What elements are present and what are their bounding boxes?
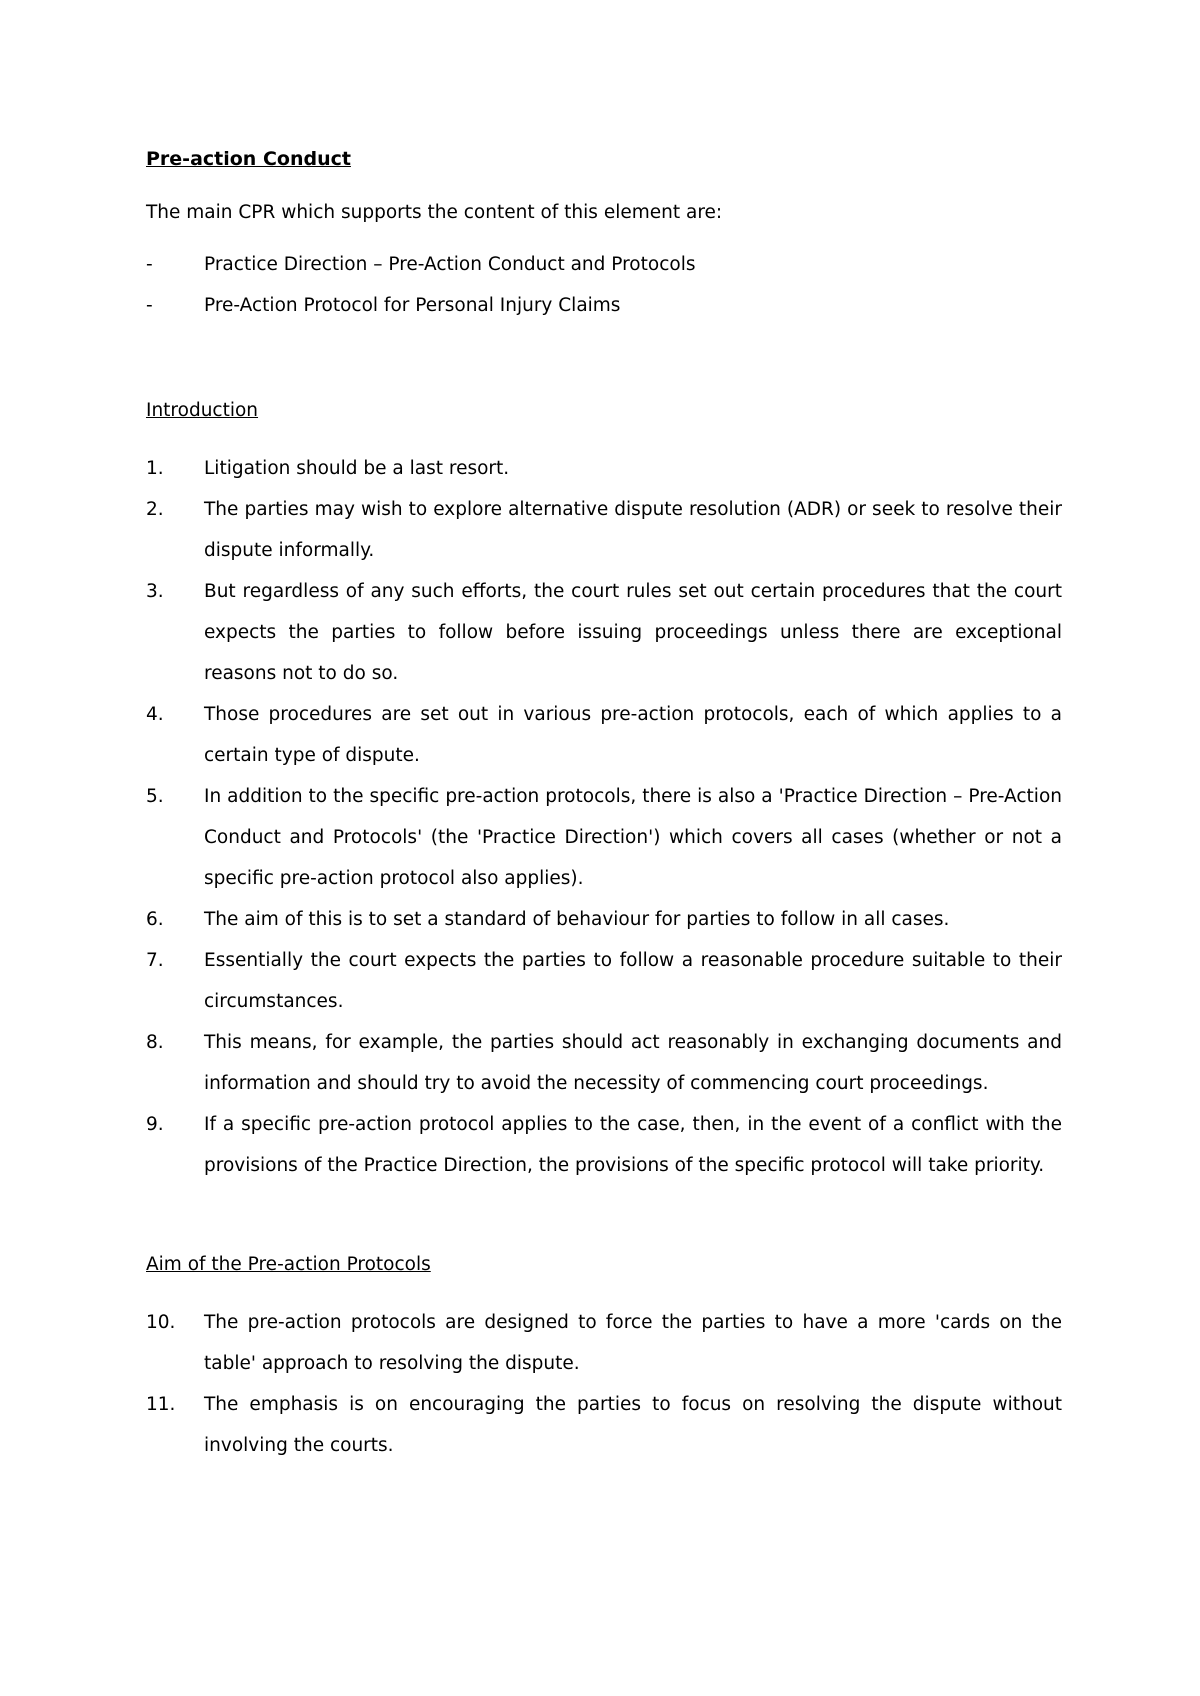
numbered-item <box>146 1302 1062 1384</box>
numbered-item <box>146 899 1062 940</box>
list-item <box>146 250 1062 280</box>
document-title: Pre-action Conduct <box>146 148 351 170</box>
bullet-marker: - <box>146 254 153 275</box>
list-item-text: Pre-Action Protocol for Personal Injury Claims <box>204 295 621 316</box>
list-item <box>146 291 1062 321</box>
document-body <box>146 144 1062 1466</box>
item-text: Essentially the court expects the parties to follow a reasonable procedure suitable to their circumstances. <box>204 950 1062 1012</box>
numbered-item <box>146 571 1062 694</box>
numbered-item <box>146 1104 1062 1186</box>
numbered-item <box>146 1022 1062 1104</box>
item-number: 2. <box>146 499 164 520</box>
section-heading-aim: Aim of the Pre-action Protocols <box>146 1254 431 1275</box>
item-number: 7. <box>146 950 164 971</box>
intro-paragraph: The main CPR which supports the content of this element are: <box>146 202 723 223</box>
item-number: 1. <box>146 458 164 479</box>
item-text: But regardless of any such efforts, the court rules set out certain procedures that the court expects the parties to follow before issuing proceedings unless there are exceptional reasons not to do so. <box>204 581 1062 684</box>
introduction-list <box>146 448 1062 1186</box>
numbered-item <box>146 776 1062 899</box>
list-item-text: Practice Direction – Pre-Action Conduct and Protocols <box>204 254 696 275</box>
item-text: The parties may wish to explore alternative dispute resolution (ADR) or seek to resolve their dispute informally. <box>204 499 1062 561</box>
cpr-list <box>146 250 1062 321</box>
item-number: 4. <box>146 704 164 725</box>
numbered-item <box>146 489 1062 571</box>
item-number: 11. <box>146 1394 176 1415</box>
item-text: The pre-action protocols are designed to force the parties to have a more 'cards on the table' approach to resolving the dispute. <box>204 1312 1062 1374</box>
bullet-marker: - <box>146 295 153 316</box>
item-text: Litigation should be a last resort. <box>204 458 510 479</box>
item-number: 8. <box>146 1032 164 1053</box>
numbered-item <box>146 448 1062 489</box>
aim-list <box>146 1302 1062 1466</box>
section-heading-introduction: Introduction <box>146 400 259 421</box>
numbered-item <box>146 694 1062 776</box>
item-text: In addition to the specific pre-action protocols, there is also a 'Practice Direction – Pre-Action Conduct and Protocols' (the 'Practice Direction') which covers all cases (whether or not a specific pre-action protocol also applies). <box>204 786 1062 889</box>
item-text: The aim of this is to set a standard of behaviour for parties to follow in all cases. <box>204 909 950 930</box>
item-number: 5. <box>146 786 164 807</box>
item-number: 9. <box>146 1114 164 1135</box>
item-number: 3. <box>146 581 164 602</box>
numbered-item <box>146 940 1062 1022</box>
item-text: This means, for example, the parties should act reasonably in exchanging documents and information and should try to avoid the necessity of commencing court proceedings. <box>204 1032 1062 1094</box>
item-number: 10. <box>146 1312 176 1333</box>
numbered-item <box>146 1384 1062 1466</box>
item-text: The emphasis is on encouraging the parties to focus on resolving the dispute without involving the courts. <box>204 1394 1062 1456</box>
item-number: 6. <box>146 909 164 930</box>
item-text: If a specific pre-action protocol applies to the case, then, in the event of a conflict with the provisions of the Practice Direction, the provisions of the specific protocol will take priority. <box>204 1114 1062 1176</box>
item-text: Those procedures are set out in various pre-action protocols, each of which applies to a certain type of dispute. <box>204 704 1062 766</box>
